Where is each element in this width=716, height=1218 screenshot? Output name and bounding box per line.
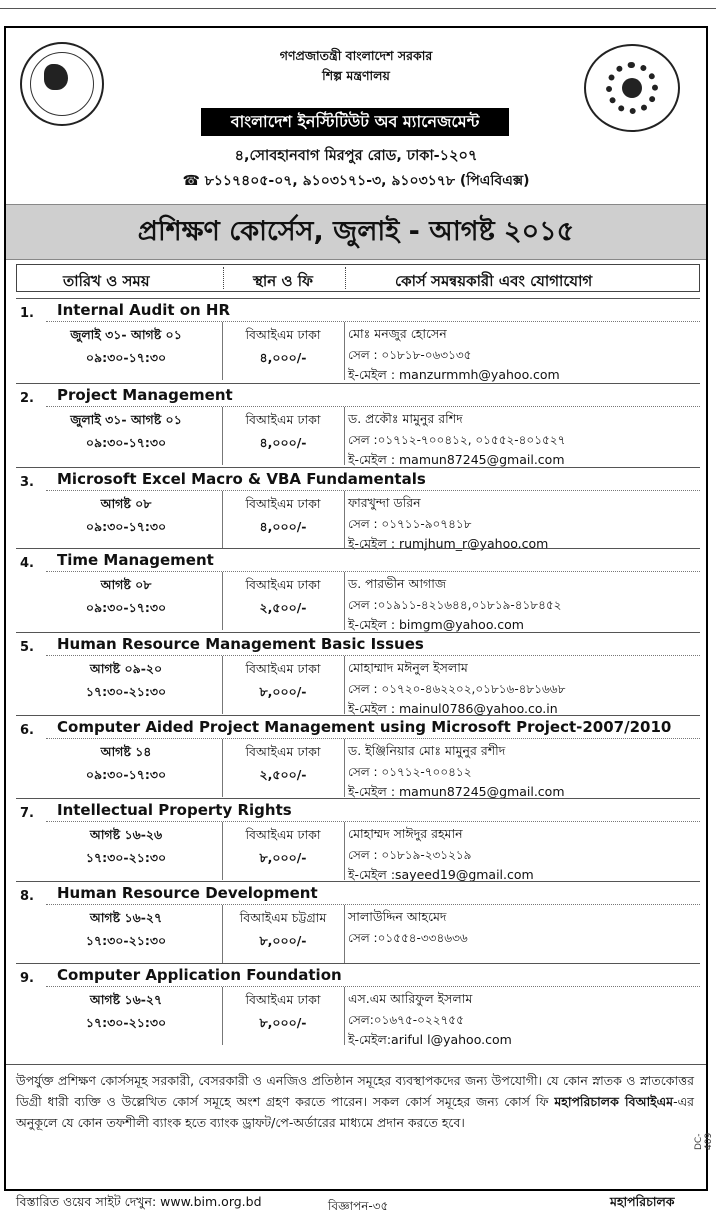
course-fee: ৮,০০০/-: [259, 850, 307, 865]
course-title: Computer Aided Project Management using Microsoft Project-2007/2010: [57, 718, 672, 736]
course-number: 4.: [20, 556, 34, 571]
course-coordinator: ফারখুন্দা ডরিন: [348, 495, 421, 510]
coordinator-cell: সেল : ০১৭১১-৯০৭৪১৮: [348, 517, 472, 531]
course-row: [16, 632, 700, 715]
course-time: ০৯:৩০-১৭:৩০: [85, 435, 167, 450]
course-coordinator: সালাউদ্দিন আহমেদ: [348, 909, 447, 924]
course-time: ০৯:৩০-১৭:৩০: [85, 350, 167, 365]
institute-address: ৪,সোবহানবাগ মিরপুর রোড, ঢাকা-১২০৭: [234, 148, 478, 164]
course-venue: বিআইএম ঢাকা: [245, 827, 321, 842]
course-venue: বিআইএম চট্টগ্রাম: [239, 910, 327, 925]
cell-divider: [222, 491, 223, 549]
cell-divider: [344, 905, 345, 963]
cell-divider: [222, 739, 223, 797]
course-date: আগষ্ট ১৬-২৭: [89, 992, 163, 1007]
course-date: আগষ্ট ১৬-২৬: [89, 827, 163, 842]
course-fee: ৮,০০০/-: [259, 684, 307, 699]
course-fee: ২,৫০০/-: [259, 767, 307, 782]
cell-divider: [222, 407, 223, 465]
footer-rule: [6, 1064, 706, 1065]
gear-hub: [622, 78, 642, 98]
course-title: Human Resource Management Basic Issues: [57, 635, 424, 653]
ministry-line: শিল্প মন্ত্রণালয়: [322, 68, 390, 83]
course-row: [16, 798, 700, 881]
row-divider: [46, 490, 700, 491]
institute-name: বাংলাদেশ ইনস্টিটিউট অব ম্যানেজমেন্ট: [201, 108, 509, 136]
course-date: আগষ্ট ০৮: [100, 577, 152, 592]
cell-divider: [222, 656, 223, 714]
row-divider: [46, 986, 700, 987]
coordinator-email: ই-মেইল:ariful l@yahoo.com: [348, 1032, 512, 1047]
coordinator-cell: সেল : ০১৭১২-৭০০৪১২: [348, 765, 472, 779]
course-fee: ৪,০০০/-: [259, 435, 307, 450]
bim-logo-icon: [584, 44, 680, 132]
row-divider: [46, 738, 700, 739]
column-coordinator: কোর্স সমন্বয়কারী এবং যোগাযোগ: [395, 272, 593, 290]
course-number: 6.: [20, 723, 34, 738]
cell-divider: [222, 822, 223, 880]
course-fee: ৮,০০০/-: [259, 1015, 307, 1030]
cell-divider: [344, 407, 345, 465]
course-date: আগষ্ট ১৪: [100, 744, 152, 759]
coordinator-cell: সেল : ০১৮১৮-০৬৩১৩৫: [348, 348, 472, 362]
note-text-end: -এর অনুকূলে যে কোন তফশীলী ব্যাংক হতে ব্যাংক ড্রাফট/পে-অর্ডারের মাধ্যমে প্রদান করতে হবে।: [16, 1094, 695, 1130]
course-number: 1.: [20, 306, 34, 321]
dc-code: DC-409: [694, 1132, 714, 1150]
course-time: ০৯:৩০-১৭:৩০: [85, 767, 167, 782]
coordinator-cell: সেল :০১৭১২-৭০০৪১২, ০১৫৫২-৪০১৫২৭: [348, 433, 566, 447]
course-date: আগষ্ট ১৬-২৭: [89, 910, 163, 925]
notice-frame: [4, 26, 708, 1213]
course-time: ১৭:৩০-২১:৩০: [85, 933, 167, 948]
course-venue: বিআইএম ঢাকা: [245, 496, 321, 511]
course-venue: বিআইএম ঢাকা: [245, 412, 321, 427]
course-fee: ২,৫০০/-: [259, 600, 307, 615]
course-coordinator: মোঃ মনজুর হোসেন: [348, 326, 447, 341]
course-venue: বিআইএম ঢাকা: [245, 661, 321, 676]
course-row: [16, 383, 700, 467]
course-title: Project Management: [57, 386, 233, 404]
column-header: [16, 264, 700, 292]
course-row: [16, 467, 700, 551]
coordinator-email: ই-মেইল :sayeed19@gmail.com: [348, 867, 534, 882]
row-divider: [46, 406, 700, 407]
course-number: 2.: [20, 391, 34, 406]
course-title: Computer Application Foundation: [57, 966, 342, 984]
course-time: ১৭:৩০-২১:৩০: [85, 684, 167, 699]
course-date: আগষ্ট ০৮: [100, 496, 152, 511]
cell-divider: [344, 739, 345, 797]
note-text: উপর্যুক্ত প্রশিক্ষণ কোর্সসমূহ সরকারী, বেসরকারী ও এনজিও প্রতিষ্ঠান সমূহের ব্যবস্থাপকদের জন্য উপযোগী। যে কোন স্নাতক ও স্নাতকোত্তর ডিগ্রী ধারী ব্যক্তি ও উল্লেখিত কোর্স সমূহে অংশ গ্রহণ করতে পারেন। সকল কোর্স সমূহের জন্য কোর্স ফি: [16, 1073, 694, 1109]
course-time: ০৯:৩০-১৭:৩০: [85, 600, 167, 615]
header: [6, 28, 706, 206]
row-divider: [46, 655, 700, 656]
row-divider: [46, 821, 700, 822]
course-coordinator: ড. পারভীন আগাজ: [348, 576, 447, 591]
course-title: Time Management: [57, 551, 214, 569]
coordinator-email: ই-মেইল : mainul0786@yahoo.co.in: [348, 701, 558, 716]
column-divider: [223, 267, 224, 289]
column-venue: স্থান ও ফি: [253, 272, 313, 290]
course-number: 3.: [20, 475, 34, 490]
top-rule: [0, 8, 716, 9]
column-date: তারিখ ও সময়: [63, 272, 150, 290]
course-time: ০৯:৩০-১৭:৩০: [85, 519, 167, 534]
cell-divider: [222, 572, 223, 630]
course-row: [16, 963, 700, 1045]
course-time: ১৭:৩০-২১:৩০: [85, 1015, 167, 1030]
coordinator-cell: সেল : ০১৮১৯-২৩১২১৯: [348, 848, 472, 862]
course-coordinator: ড. ইঞ্জিনিয়ার মোঃ মামুনুর রশীদ: [348, 743, 506, 758]
column-divider: [345, 267, 346, 289]
course-venue: বিআইএম ঢাকা: [245, 992, 321, 1007]
cell-divider: [222, 987, 223, 1045]
row-divider: [46, 571, 700, 572]
course-date: জুলাই ৩১- আগষ্ট ০১: [70, 327, 182, 342]
course-number: 9.: [20, 971, 34, 986]
note-payee: মহাপরিচালক বিআইএম: [554, 1094, 674, 1109]
row-divider: [46, 321, 700, 322]
course-title: Internal Audit on HR: [57, 301, 231, 319]
coordinator-email: ই-মেইল : manzurmmh@yahoo.com: [348, 367, 560, 382]
course-date: জুলাই ৩১- আগষ্ট ০১: [70, 412, 182, 427]
coordinator-email: ই-মেইল : mamun87245@gmail.com: [348, 452, 565, 467]
cell-divider: [344, 987, 345, 1045]
course-row: [16, 548, 700, 632]
row-divider: [46, 904, 700, 905]
course-coordinator: এস.এম আরিফুল ইসলাম: [348, 991, 473, 1006]
course-coordinator: মোহাম্মদ সাঈদুর রহমান: [348, 826, 463, 841]
course-fee: ৮,০০০/-: [259, 933, 307, 948]
course-venue: বিআইএম ঢাকা: [245, 577, 321, 592]
coordinator-cell: সেল:০১৬৭৫-০২২৭৫৫: [348, 1013, 464, 1027]
cell-divider: [222, 905, 223, 963]
signatory: মহাপরিচালক: [610, 1194, 675, 1209]
coordinator-email: ই-মেইল : bimgm@yahoo.com: [348, 617, 524, 632]
cell-divider: [344, 656, 345, 714]
course-title: Human Resource Development: [57, 884, 318, 902]
course-number: 7.: [20, 806, 34, 821]
cell-divider: [344, 322, 345, 380]
course-time: ১৭:৩০-২১:৩০: [85, 850, 167, 865]
course-venue: বিআইএম ঢাকা: [245, 327, 321, 342]
government-line: গণপ্রজাতন্ত্রী বাংলাদেশ সরকার: [279, 48, 433, 63]
course-row: [16, 298, 700, 383]
course-coordinator: ড. প্রকৌঃ মামুনুর রশিদ: [348, 411, 463, 426]
course-title: Intellectual Property Rights: [57, 801, 292, 819]
eligibility-note: [16, 1070, 694, 1133]
course-number: 8.: [20, 889, 34, 904]
course-fee: ৪,০০০/-: [259, 350, 307, 365]
cell-divider: [344, 822, 345, 880]
course-date: আগষ্ট ০৯-২০: [89, 661, 163, 676]
coordinator-email: ই-মেইল : rumjhum_r@yahoo.com: [348, 536, 549, 551]
course-row: [16, 715, 700, 798]
website-link[interactable]: বিস্তারিত ওয়েব সাইট দেখুন: www.bim.org.bd: [16, 1194, 262, 1209]
course-title: Microsoft Excel Macro & VBA Fundamentals: [57, 470, 426, 488]
advert-code: বিজ্ঞাপন-৩৫: [328, 1199, 389, 1213]
cell-divider: [344, 491, 345, 549]
cell-divider: [344, 572, 345, 630]
coordinator-cell: সেল :০১৫৫৪-৩৩৪৬৩৬: [348, 931, 468, 945]
coordinator-email: ই-মেইল : mamun87245@gmail.com: [348, 784, 565, 799]
course-row: [16, 881, 700, 963]
cell-divider: [222, 322, 223, 380]
page-title: প্রশিক্ষণ কোর্সেস, জুলাই - আগষ্ট ২০১৫: [6, 204, 706, 260]
course-number: 5.: [20, 640, 34, 655]
coordinator-cell: সেল :০১৯১১-৪২১৬৪৪,০১৮১৯-৪১৮৪৫২: [348, 598, 562, 612]
coordinator-cell: সেল : ০১৭২০-৪৬২২০২,০১৮১৬-৪৮১৬৬৮: [348, 682, 566, 696]
institute-phone: ☎ ৮১১৭৪০৫-০৭, ৯১০৩১৭১-৩, ৯১০৩১৭৮ (পিএবিএক্স): [182, 173, 530, 189]
course-coordinator: মোহাম্মাদ মঈনুল ইসলাম: [348, 660, 468, 675]
course-venue: বিআইএম ঢাকা: [245, 744, 321, 759]
course-fee: ৪,০০০/-: [259, 519, 307, 534]
